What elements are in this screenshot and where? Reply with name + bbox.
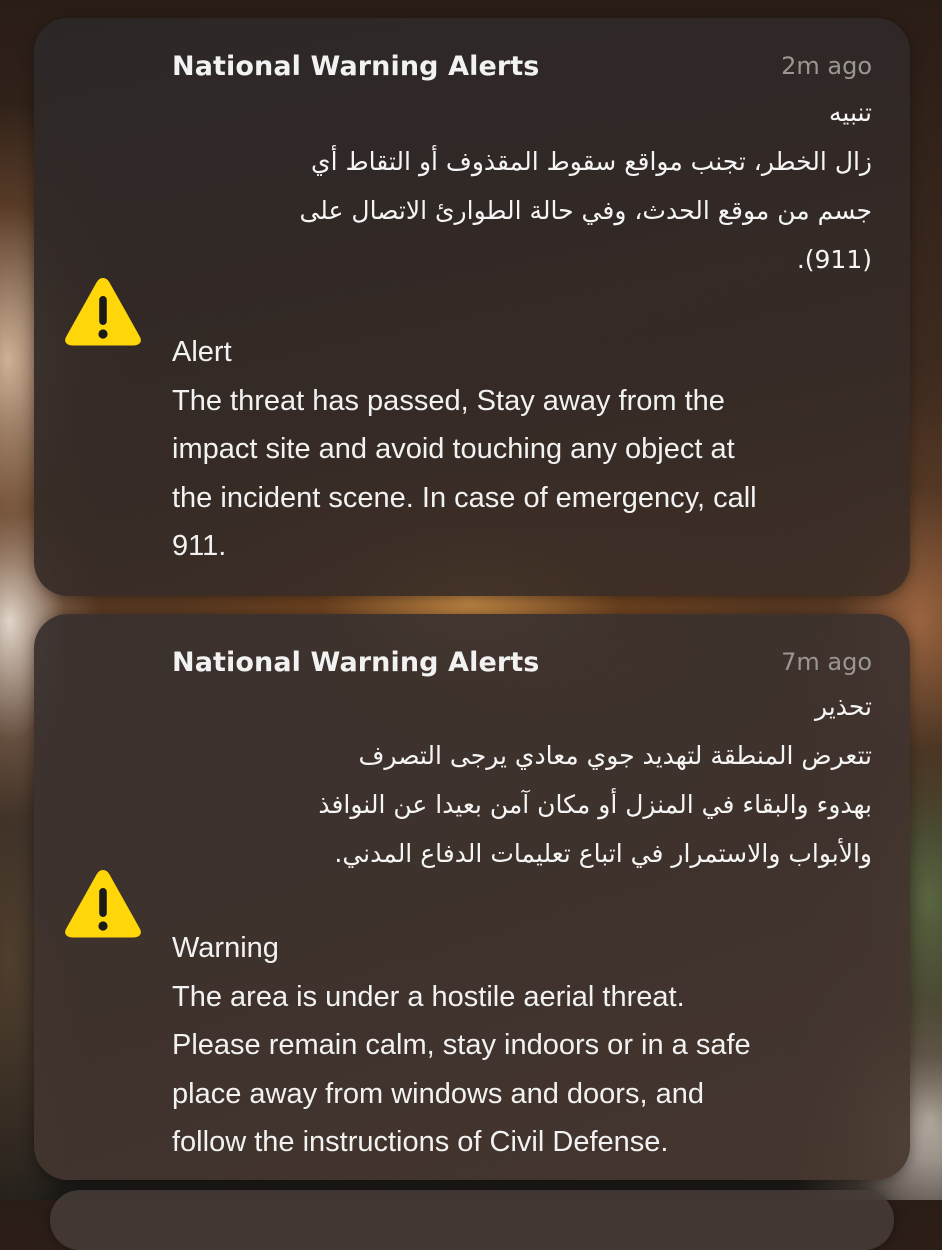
english-line: follow the instructions of Civil Defense. — [172, 1126, 669, 1158]
warning-triangle-icon — [62, 274, 144, 348]
english-title: Warning — [172, 932, 279, 964]
notification-header — [172, 642, 872, 682]
arabic-line: (911). — [796, 245, 872, 274]
arabic-line: زال الخطر، تجنب مواقع سقوط المقذوف أو التقاط أي — [311, 147, 872, 176]
english-title: Alert — [172, 336, 232, 368]
warning-triangle-icon — [62, 866, 144, 940]
timestamp: 7m ago — [781, 648, 872, 676]
english-message — [172, 328, 872, 571]
notification-card-alert[interactable] — [34, 18, 910, 596]
english-line: place away from windows and doors, and — [172, 1077, 704, 1110]
english-line: 911. — [172, 530, 227, 562]
notification-header — [172, 46, 872, 86]
english-line: The area is under a hostile aerial threat. — [172, 980, 685, 1013]
arabic-message — [172, 88, 872, 284]
english-line: The threat has passed, Stay away from the — [172, 384, 725, 417]
app-name: National Warning Alerts — [172, 50, 540, 82]
timestamp: 2m ago — [781, 52, 872, 80]
notification-card-warning[interactable] — [34, 614, 910, 1180]
arabic-line: والأبواب والاستمرار في اتباع تعليمات الدفاع المدني. — [334, 839, 872, 868]
english-line: the incident scene. In case of emergency, call — [172, 481, 757, 514]
arabic-line: جسم من موقع الحدث، وفي حالة الطوارئ الاتصال على — [299, 196, 872, 225]
arabic-message — [172, 682, 872, 878]
arabic-title: تحذير — [815, 692, 872, 721]
notification-card-partial[interactable] — [50, 1190, 894, 1250]
english-message — [172, 924, 872, 1167]
english-line: impact site and avoid touching any object at — [172, 433, 735, 465]
app-name: National Warning Alerts — [172, 646, 540, 678]
arabic-line: تتعرض المنطقة لتهديد جوي معادي يرجى التصرف — [358, 741, 872, 770]
english-line: Please remain calm, stay indoors or in a safe — [172, 1029, 751, 1061]
arabic-title: تنبيه — [829, 98, 872, 127]
arabic-line: بهدوء والبقاء في المنزل أو مكان آمن بعيدا عن النوافذ — [318, 790, 872, 819]
